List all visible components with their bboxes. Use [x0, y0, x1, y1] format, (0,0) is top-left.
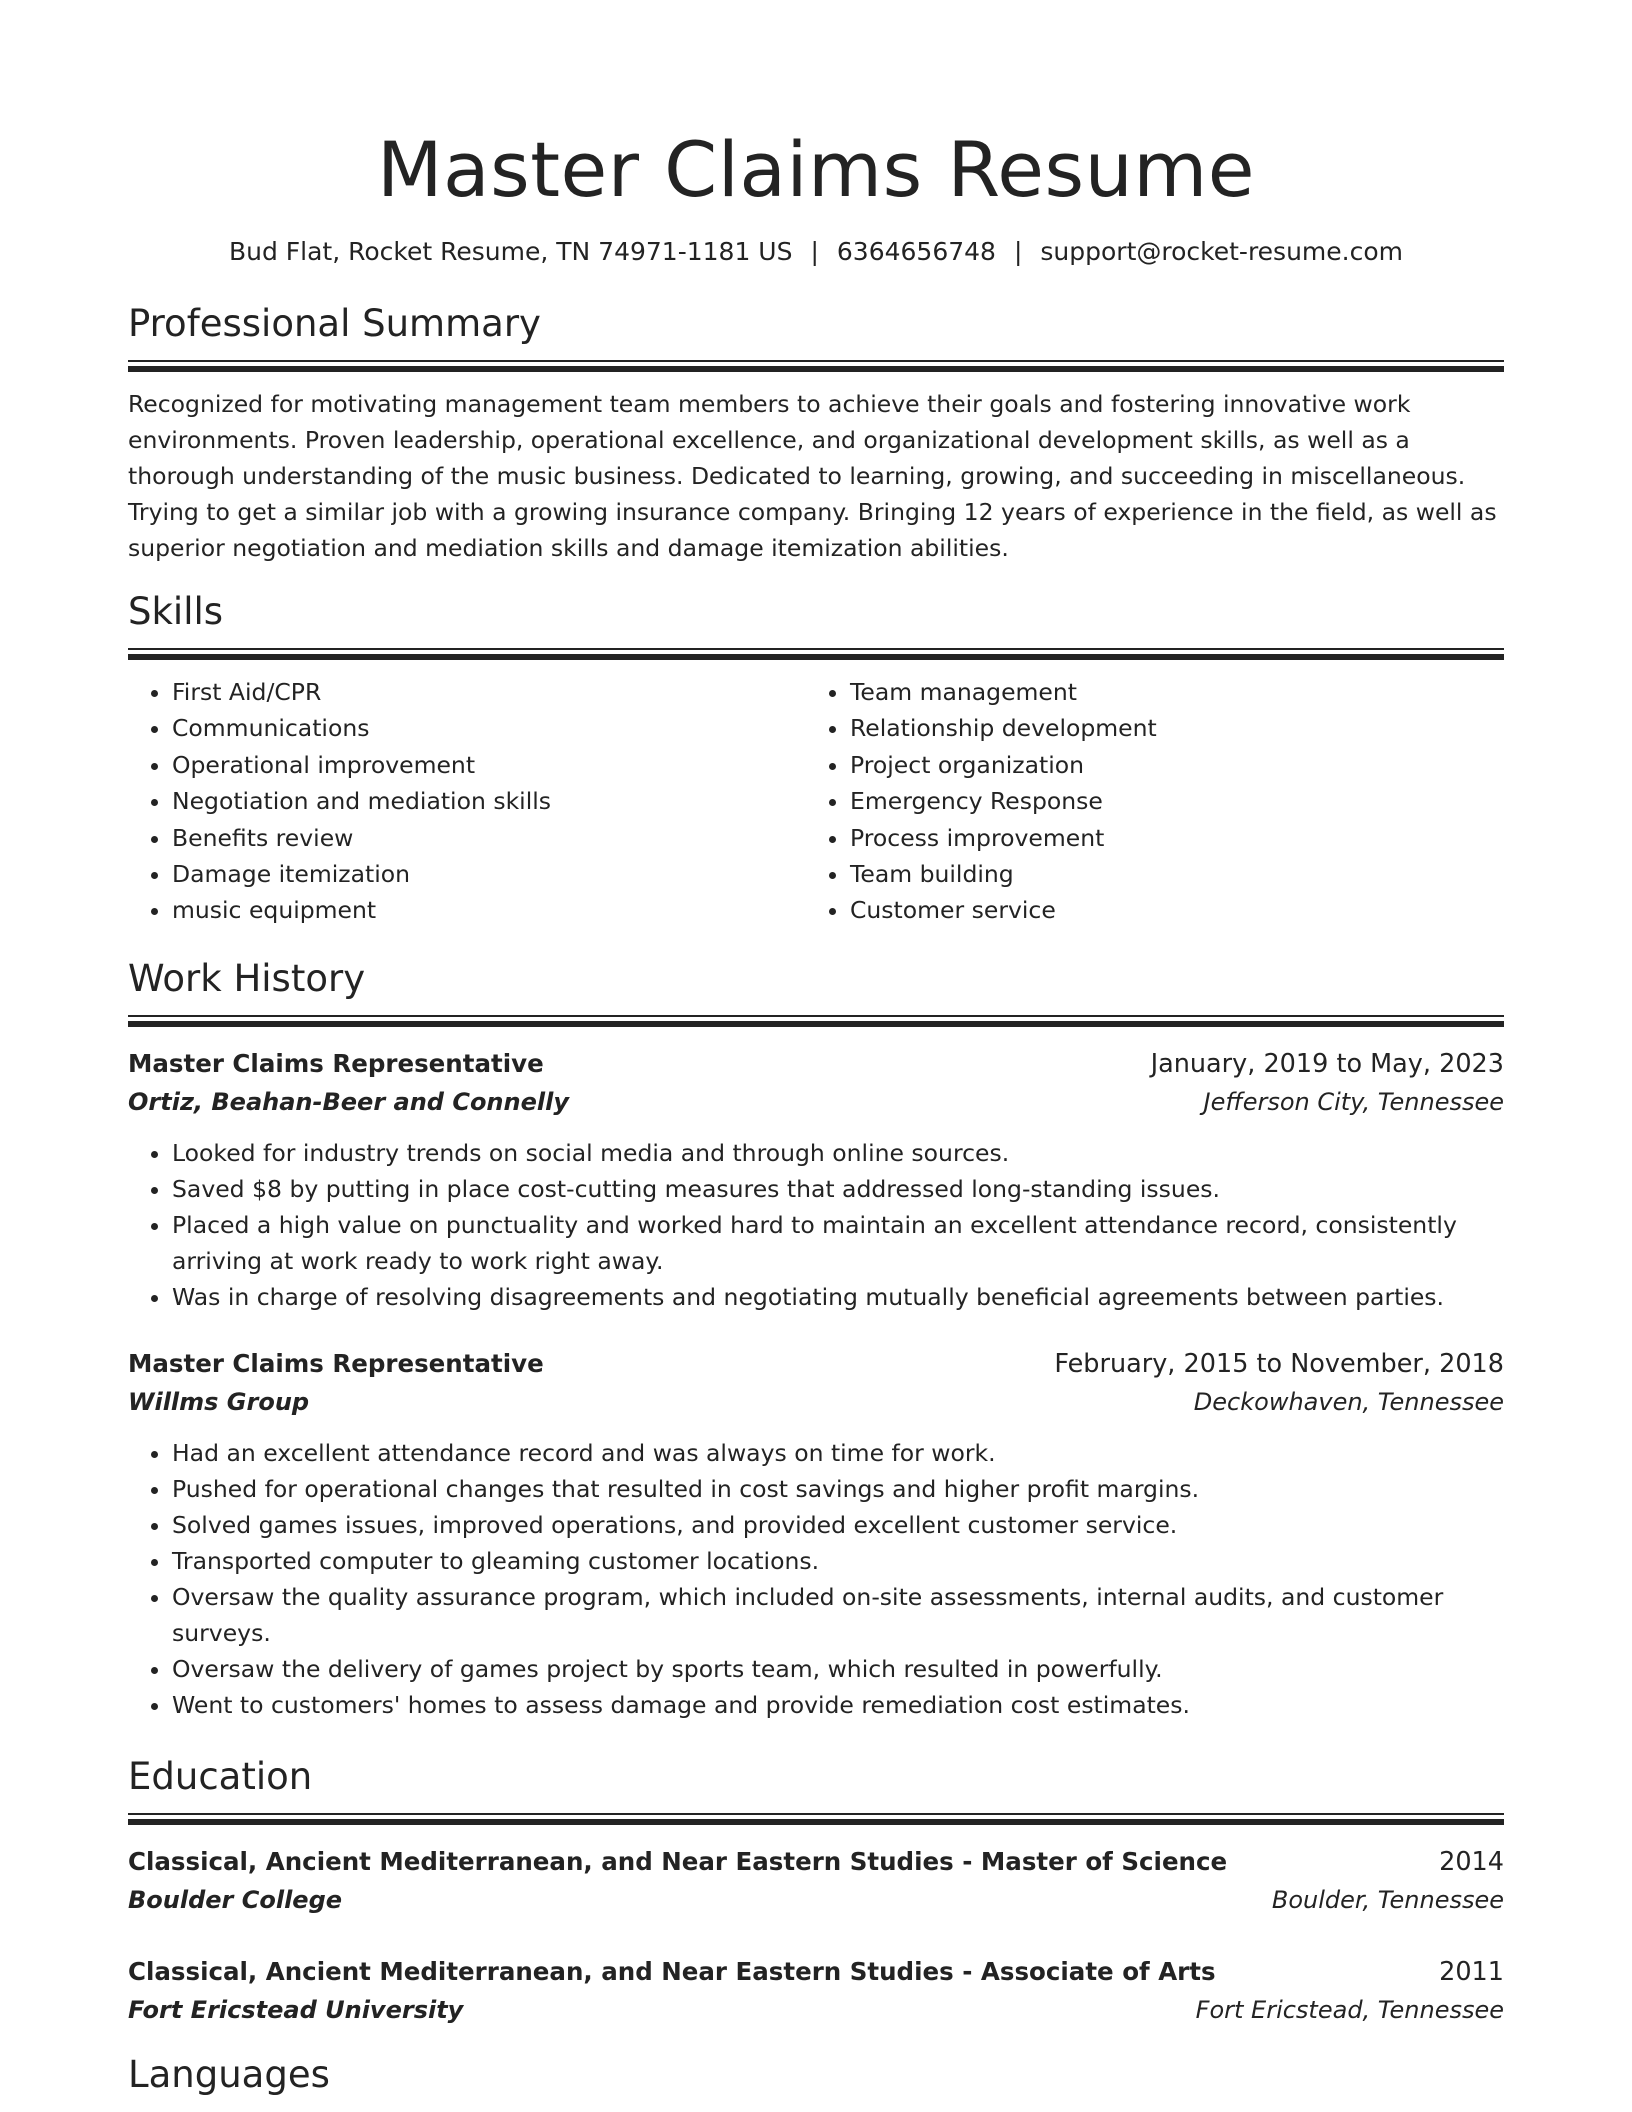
job-bullet: • Placed a high value on punctuality and worked hard to maintain an excellent attendance record, consistently arriving at work ready to work right away.	[172, 1207, 1504, 1279]
skill-item: • Relationship development	[850, 710, 1484, 746]
education-degree: Classical, Ancient Mediterranean, and Near Eastern Studies - Master of Science	[128, 1846, 1228, 1876]
job-bullet: • Solved games issues, improved operations, and provided excellent customer service.	[172, 1507, 1504, 1543]
skill-item: • Benefits review	[172, 820, 806, 856]
education-year: 2011	[1439, 1956, 1504, 1987]
job-bullet: • Was in charge of resolving disagreements and negotiating mutually beneficial agreements between parties.	[172, 1279, 1504, 1315]
section-title-work-history: Work History	[128, 956, 366, 1000]
skills-list-left	[128, 674, 806, 929]
skill-item: • Negotiation and mediation skills	[172, 783, 806, 819]
job-header	[128, 1345, 1504, 1383]
skills-section	[128, 588, 1504, 929]
education-year: 2014	[1439, 1846, 1504, 1877]
section-title-summary: Professional Summary	[128, 302, 541, 345]
section-title-languages: Languages	[128, 2052, 330, 2096]
job-bullet: • Oversaw the quality assurance program, which included on-site assessments, internal audits, and customer surveys.	[172, 1579, 1504, 1651]
work-history-section	[128, 955, 1504, 1723]
section-divider	[128, 648, 1504, 660]
job-title: Master Claims Representative	[128, 1048, 544, 1078]
contact-phone: 6364656748	[836, 237, 996, 266]
skills-list-right	[806, 674, 1484, 929]
section-divider	[128, 360, 1504, 372]
contact-separator: |	[1013, 237, 1023, 266]
skills-columns	[128, 674, 1504, 929]
education-entry	[128, 1953, 1504, 2029]
education-subheader	[128, 1881, 1504, 1919]
resume-title: Master Claims Resume	[376, 125, 1256, 214]
job-location: Jefferson City, Tennessee	[1203, 1087, 1504, 1116]
contact-line	[128, 234, 1504, 270]
section-title-education: Education	[128, 1754, 313, 1798]
skill-item: • Team building	[850, 856, 1484, 892]
summary-text: Recognized for motivating management team members to achieve their goals and fostering innovative work environments. Proven leadership, operational excellence, and organizational development skills, as well as a thorough understanding of the music business. Dedicated to learning, growing, and succeeding in miscellaneous. Trying to get a similar job with a growing insurance company. Bringing 12 years of experience in the field, as well as superior negotiation and mediation skills and damage itemization abilities.	[128, 390, 1497, 562]
job-company: Willms Group	[128, 1387, 310, 1416]
contact-email: support@rocket-resume.com	[1040, 237, 1404, 266]
education-header	[128, 1843, 1504, 1881]
job-title: Master Claims Representative	[128, 1348, 544, 1378]
skill-item: • music equipment	[172, 892, 806, 928]
education-school: Boulder College	[128, 1885, 343, 1914]
job-bullet: • Saved $8 by putting in place cost-cutting measures that addressed long-standing issues.	[172, 1171, 1504, 1207]
job-entry	[128, 1345, 1504, 1723]
skill-item: • Damage itemization	[172, 856, 806, 892]
job-bullet: • Went to customers' homes to assess damage and provide remediation cost estimates.	[172, 1687, 1504, 1723]
job-subheader	[128, 1083, 1504, 1121]
job-header	[128, 1045, 1504, 1083]
job-bullet: • Oversaw the delivery of games project by sports team, which resulted in powerfully.	[172, 1651, 1504, 1687]
section-divider	[128, 1813, 1504, 1825]
skill-item: • Emergency Response	[850, 783, 1484, 819]
job-dates: January, 2019 to May, 2023	[1150, 1048, 1504, 1079]
job-subheader	[128, 1383, 1504, 1421]
job-location: Deckowhaven, Tennessee	[1193, 1387, 1504, 1416]
contact-address: Bud Flat, Rocket Resume, TN 74971-1181 US	[228, 237, 793, 266]
job-dates: February, 2015 to November, 2018	[1054, 1348, 1504, 1379]
education-degree: Classical, Ancient Mediterranean, and Near Eastern Studies - Associate of Arts	[128, 1956, 1216, 1986]
job-entry	[128, 1045, 1504, 1315]
skill-item: • Project organization	[850, 747, 1484, 783]
skill-item: • Operational improvement	[172, 747, 806, 783]
skill-item: • Team management	[850, 674, 1484, 710]
skill-item: • Communications	[172, 710, 806, 746]
education-header	[128, 1953, 1504, 1991]
summary-section	[128, 300, 1504, 566]
skill-item: • First Aid/CPR	[172, 674, 806, 710]
resume-page	[128, 0, 1504, 2099]
education-school: Fort Ericstead University	[128, 1995, 464, 2024]
job-bullet: • Looked for industry trends on social media and through online sources.	[172, 1135, 1504, 1171]
education-entry	[128, 1843, 1504, 1919]
education-section	[128, 1753, 1504, 2029]
contact-separator: |	[810, 237, 819, 266]
job-bullet: • Had an excellent attendance record and was always on time for work.	[172, 1435, 1504, 1471]
languages-section	[128, 2051, 1504, 2099]
education-subheader	[128, 1991, 1504, 2029]
job-bullet: • Transported computer to gleaming customer locations.	[172, 1543, 1504, 1579]
section-title-skills: Skills	[128, 590, 224, 633]
skill-item: • Customer service	[850, 892, 1484, 928]
job-company: Ortiz, Beahan-Beer and Connelly	[128, 1087, 569, 1116]
section-divider	[128, 1015, 1504, 1027]
job-bullet: • Pushed for operational changes that resulted in cost savings and higher profit margins.	[172, 1471, 1504, 1507]
job-bullets	[128, 1435, 1504, 1723]
job-bullets	[128, 1135, 1504, 1315]
education-location: Fort Ericstead, Tennessee	[1195, 1995, 1504, 2024]
skill-item: • Process improvement	[850, 820, 1484, 856]
education-location: Boulder, Tennessee	[1271, 1885, 1504, 1914]
